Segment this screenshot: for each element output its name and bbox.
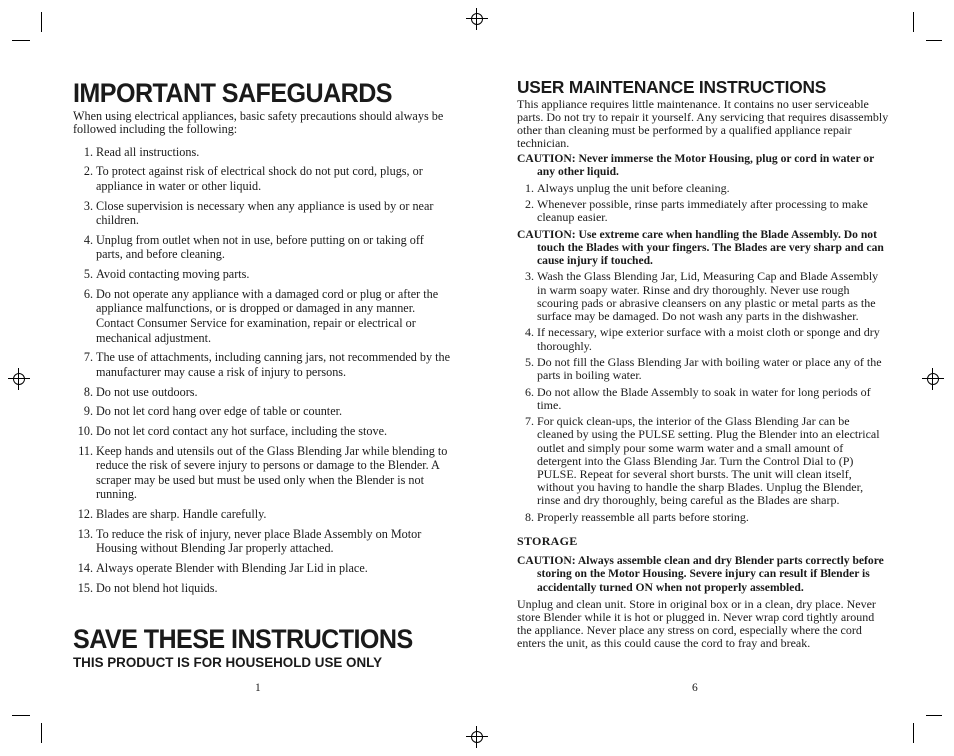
list-item-text: Do not let cord contact any hot surface, including the stove. <box>96 423 388 438</box>
list-item-number: 5. <box>525 355 534 370</box>
list-item-number: 15. <box>77 580 93 595</box>
list-item-text: To reduce the risk of injury, never place Blade Assembly on Motor Housing without Blending Jar properly attached. <box>96 526 422 556</box>
list-item-number: 1. <box>525 180 534 195</box>
crop-mark <box>926 40 942 41</box>
maintenance-list <box>517 182 889 225</box>
list-item-number: 2. <box>83 164 93 179</box>
registration-mark-icon <box>922 368 944 390</box>
list-item <box>73 581 451 596</box>
list-item-number: 11. <box>78 443 93 458</box>
list-item <box>517 182 889 195</box>
list-item-text: For quick clean-ups, the interior of the Glass Blending Jar can be cleaned by using the PULSE setting. Plug the Blender into an electrical outlet and simply pour some warm water and a small amount of detergent into the Glass Blending Jar. Turn the Control Dial to (P) PULSE. Repeat for several short bursts. The unit will clean itself, without you having to handle the sharp Blades. Unplug the Blender, rinse and dry thoroughly, being careful as the Blades are sharp. <box>537 414 880 508</box>
list-item-number: 6. <box>525 384 534 399</box>
list-item <box>517 415 889 507</box>
list-item-number: 12. <box>77 507 93 522</box>
list-item-number: 8. <box>525 509 534 524</box>
page-number: 1 <box>255 682 261 694</box>
list-item-text: Blades are sharp. Handle carefully. <box>96 507 267 522</box>
list-item <box>73 561 451 576</box>
household-use-note: THIS PRODUCT IS FOR HOUSEHOLD USE ONLY <box>73 655 383 670</box>
list-item-text: Avoid contacting moving parts. <box>96 267 250 282</box>
storage-text: Unplug and clean unit. Store in original box or in a clean, dry place. Never store Blender while it is hot or plugged in. Never wrap cord tightly around the appliance. Never place any stress on cord, especially where the cord enters the unit, as this could cause the cord to fray and break. <box>517 596 876 650</box>
list-item <box>517 356 889 382</box>
intro-text: When using electrical appliances, basic safety precautions should always be followed including the following: <box>73 109 444 137</box>
page-title: IMPORTANT SAFEGUARDS <box>73 78 392 108</box>
list-item <box>73 164 451 193</box>
list-item <box>73 444 451 502</box>
list-item-text: If necessary, wipe exterior surface with a moist cloth or sponge and dry thoroughly. <box>537 325 880 353</box>
list-item-number: 1. <box>83 144 93 159</box>
list-item-text: The use of attachments, including canning jars, not recommended by the manufacturer may cause a risk of injury to persons. <box>96 350 451 379</box>
list-item-number: 13. <box>77 526 93 541</box>
registration-mark-icon <box>466 8 488 30</box>
crop-mark <box>41 723 42 743</box>
list-item <box>73 233 451 262</box>
list-item <box>73 385 451 400</box>
crop-mark <box>12 715 30 716</box>
crop-mark <box>926 715 942 716</box>
list-item <box>73 350 451 379</box>
list-item <box>517 511 889 524</box>
list-item <box>73 287 451 345</box>
list-item-number: 3. <box>525 269 534 284</box>
list-item-number: 3. <box>83 198 93 213</box>
caution-storage: CAUTION: Always assemble clean and dry Blender parts correctly before storing on the Motor Housing. Severe injury can result if Blender is accidentally turned ON when not properly assembled. <box>517 554 884 594</box>
list-item <box>73 424 451 439</box>
list-item-text: Always operate Blender with Blending Jar Lid in place. <box>96 561 368 576</box>
list-item-number: 10. <box>77 423 93 438</box>
list-item <box>73 404 451 419</box>
page-number: 6 <box>692 682 698 694</box>
list-item-text: Read all instructions. <box>96 144 200 159</box>
list-item-text: Wash the Glass Blending Jar, Lid, Measuring Cap and Blade Assembly in warm soapy water. Rinse and dry thoroughly. Never use rough scouring pads or abrasive cleansers on any plastic or metal parts as the surface may be damaged. Do not wash any parts in the dishwasher. <box>537 269 879 324</box>
registration-mark-icon <box>8 368 30 390</box>
list-item-text: Close supervision is necessary when any appliance is used by or near children. <box>96 198 434 228</box>
list-item-number: 7. <box>83 350 93 365</box>
list-item <box>73 199 451 228</box>
list-item <box>73 267 451 282</box>
safeguards-list <box>73 145 451 596</box>
list-item <box>517 326 889 352</box>
save-instructions-title: SAVE THESE INSTRUCTIONS <box>73 624 413 654</box>
list-item-number: 6. <box>83 286 93 301</box>
list-item-number: 2. <box>525 196 534 211</box>
list-item-text: Do not let cord hang over edge of table or counter. <box>96 404 343 419</box>
list-item-text: Do not blend hot liquids. <box>96 580 218 595</box>
list-item-text: Do not use outdoors. <box>96 384 198 399</box>
section-title: USER MAINTENANCE INSTRUCTIONS <box>517 77 827 97</box>
list-item-text: To protect against risk of electrical shock do not put cord, plugs, or appliance in water or other liquid. <box>96 164 423 193</box>
crop-mark <box>913 12 914 32</box>
list-item-number: 5. <box>83 267 93 282</box>
left-page <box>73 80 451 600</box>
right-page <box>517 78 889 650</box>
caution-immerse: CAUTION: Never immerse the Motor Housing, plug or cord in water or any other liquid. <box>517 152 875 179</box>
registration-mark-icon <box>466 726 488 748</box>
list-item-text: Always unplug the unit before cleaning. <box>537 180 730 195</box>
list-item-number: 8. <box>83 384 93 399</box>
list-item-number: 4. <box>83 232 93 247</box>
list-item <box>73 507 451 522</box>
maintenance-intro: This appliance requires little maintenance. It contains no user serviceable parts. Do not try to repair it yourself. Any servicing that requires disassembly other than cleaning must be performed by a qualified appliance repair technician. <box>517 97 889 150</box>
list-item-text: Whenever possible, rinse parts immediately after processing to make cleanup easier. <box>537 196 868 225</box>
caution-blades: CAUTION: Use extreme care when handling the Blade Assembly. Do not touch the Blades with your fingers. The Blades are very sharp and can cause injury if touched. <box>517 227 884 268</box>
crop-mark <box>41 12 42 32</box>
list-item-text: Unplug from outlet when not in use, before putting on or taking off parts, and before cleaning. <box>96 232 424 262</box>
list-item <box>73 527 451 556</box>
list-item <box>517 198 889 224</box>
list-item <box>517 386 889 412</box>
storage-heading: STORAGE <box>517 534 578 549</box>
list-item-text: Keep hands and utensils out of the Glass Blending Jar while blending to reduce the risk of severe injury to persons or damage to the Blender. A scraper may be used but must be used only when the Blender is not running. <box>96 443 448 502</box>
crop-mark <box>913 723 914 743</box>
maintenance-list <box>517 270 889 524</box>
list-item-text: Do not fill the Glass Blending Jar with boiling water or place any of the parts in boiling water. <box>537 355 882 383</box>
list-item-number: 14. <box>77 561 93 576</box>
list-item <box>73 145 451 160</box>
crop-mark <box>12 40 30 41</box>
list-item <box>517 270 889 323</box>
list-item-text: Properly reassemble all parts before storing. <box>537 509 749 524</box>
list-item-text: Do not allow the Blade Assembly to soak in water for long periods of time. <box>537 384 871 412</box>
list-item-text: Do not operate any appliance with a damaged cord or plug or after the appliance malfunctions, or is dropped or damaged in any manner. Contact Consumer Service for examination, repair or electrical or mechanical adjustment. <box>96 286 439 345</box>
list-item-number: 4. <box>525 325 534 340</box>
list-item-number: 7. <box>525 414 534 429</box>
list-item-number: 9. <box>83 404 93 419</box>
